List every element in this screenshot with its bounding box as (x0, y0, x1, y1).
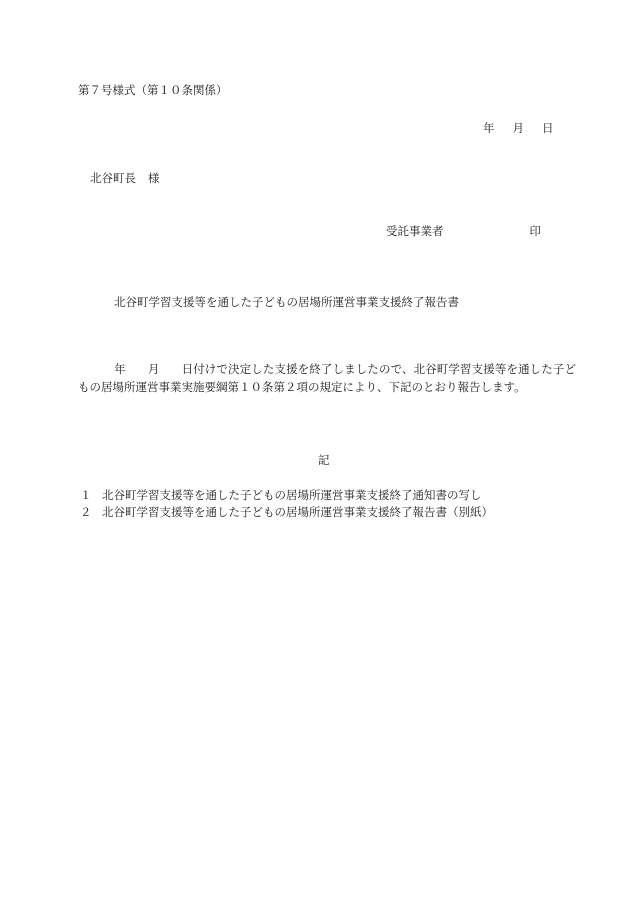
body-text: 日付けで決定した支援を終了しましたので、北谷町学習支援等を通した子どもの居場所運営事業実施要綱第１０条第２項の規定により、下記のとおり報告します。 (78, 362, 577, 394)
date-year: 年 (483, 121, 495, 135)
body-paragraph (78, 360, 576, 396)
contractor-line (386, 223, 541, 239)
addressee (90, 170, 160, 186)
form-number: 第７号様式（第１０条関係） (78, 83, 228, 97)
list-item-number: ２ (80, 505, 92, 519)
addressee-name: 北谷町長 (90, 171, 136, 185)
date-month: 月 (512, 121, 524, 135)
addressee-honorific: 様 (148, 171, 160, 185)
date-day: 日 (542, 121, 554, 135)
list-item-text: 北谷町学習支援等を通した子どもの居場所運営事業支援終了報告書（別紙） (102, 505, 493, 519)
contractor-label: 受託事業者 (386, 224, 444, 238)
list-item-text: 北谷町学習支援等を通した子どもの居場所運営事業支援終了通知書の写し (102, 488, 482, 502)
document-title: 北谷町学習支援等を通した子どもの居場所運営事業支援終了報告書 (114, 295, 459, 309)
seal-mark: 印 (529, 224, 541, 238)
date-line (483, 120, 554, 136)
body-year: 年 (114, 362, 126, 376)
list-item (80, 487, 482, 503)
list-item (80, 504, 493, 520)
body-month: 月 (147, 362, 160, 376)
list-item-number: １ (80, 488, 92, 502)
ki-heading: 記 (318, 453, 330, 467)
